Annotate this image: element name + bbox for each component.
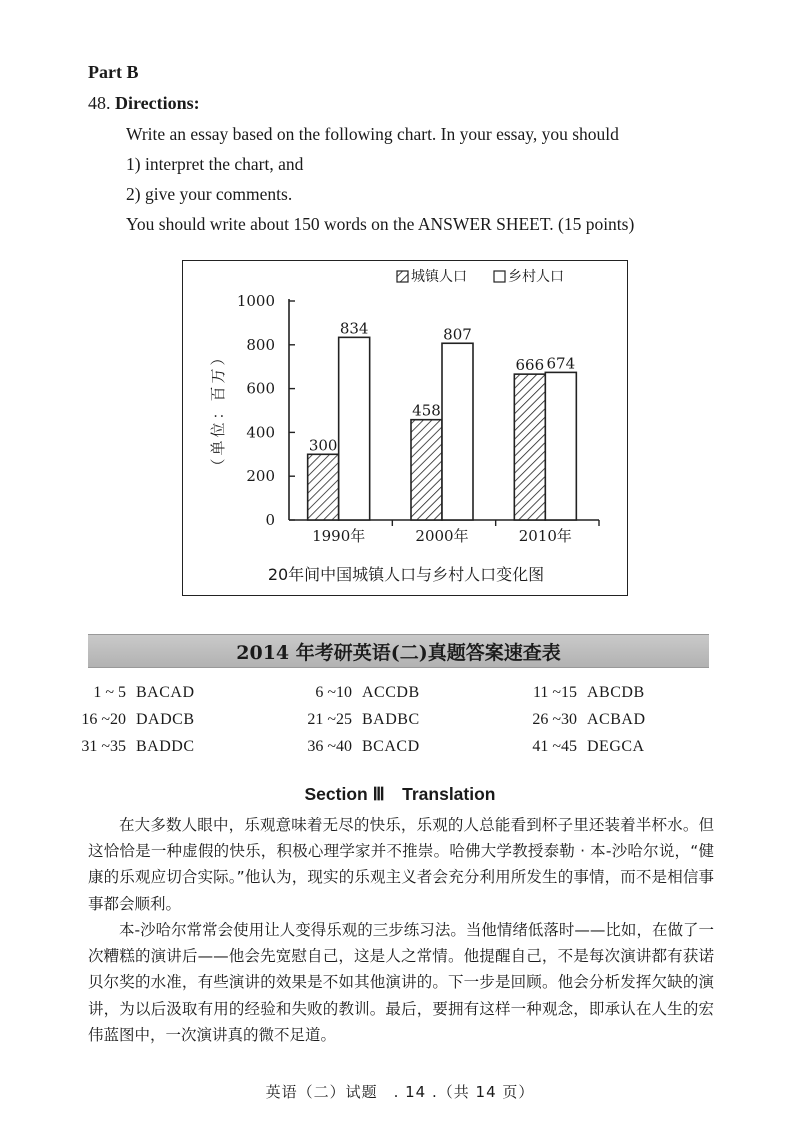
bar xyxy=(308,454,339,520)
answer-key: ABCDB xyxy=(587,684,645,701)
answer-range: 11 ~15 xyxy=(532,684,577,701)
answer-range: 41 ~45 xyxy=(532,738,577,755)
y-tick-label: 200 xyxy=(246,467,275,486)
legend-label: 乡村人口 xyxy=(508,269,564,285)
section-title: Section Ⅲ Translation xyxy=(304,784,496,804)
answer-cell xyxy=(70,738,195,756)
instruction-line: 2) give your comments. xyxy=(126,184,293,204)
answer-row xyxy=(90,684,730,711)
directions-label: Directions: xyxy=(115,93,200,113)
answer-table-title: 2014 年考研英语(二)真题答案速查表 xyxy=(88,634,709,668)
answer-range: 31 ~35 xyxy=(81,738,126,755)
answer-range: 6 ~10 xyxy=(315,684,352,701)
answer-cell xyxy=(521,684,645,702)
answer-range: 36 ~40 xyxy=(307,738,352,755)
bar xyxy=(339,337,370,520)
answer-cell xyxy=(70,684,195,702)
bar-value-label: 458 xyxy=(412,401,441,420)
instruction-line: Write an essay based on the following chart. In your essay, you should xyxy=(126,124,619,144)
answer-grid xyxy=(81,684,730,765)
answer-range: 26 ~30 xyxy=(532,711,577,728)
answer-key: ACBAD xyxy=(587,711,646,728)
answer-key: BADDC xyxy=(136,738,195,755)
answer-key: BCACD xyxy=(362,738,420,755)
x-tick-label: 1990年 xyxy=(312,527,366,545)
legend-label: 城镇人口 xyxy=(411,269,467,285)
answer-key: DEGCA xyxy=(587,738,645,755)
legend-swatch xyxy=(397,271,408,282)
answer-row xyxy=(81,738,730,765)
answer-cell xyxy=(521,711,646,729)
bar-value-label: 300 xyxy=(308,436,338,455)
instruction-line: You should write about 150 words on the ANSWER SHEET. (15 points) xyxy=(126,214,635,234)
answer-key: BADBC xyxy=(362,711,420,728)
page-footer: 英语（二）试题 . 14 .（共 14 页） xyxy=(265,1083,535,1101)
chart-title: 20年间中国城镇人口与乡村人口变化图 xyxy=(267,565,545,584)
bar-value-label: 666 xyxy=(515,356,545,375)
answer-cell xyxy=(296,738,420,756)
y-tick-label: 600 xyxy=(246,379,275,398)
bar xyxy=(411,420,442,520)
translation-paragraph: 本-沙哈尔常常会使用让人变得乐观的三步练习法。当他情绪低落时——比如，在做了一次糟糕的演讲后——他会先宽慰自己，这是人之常情。他提醒自己，不是每次演讲都有获诺贝尔奖的水准，有些演讲的效果是不如其他演讲的。下一步是回顾。他会分析发挥欠缺的演讲，为以后汲取有用的经验和失败的教训。最后，要拥有这样一种观念，即承认在人生的宏伟蓝图中，一次演讲真的微不足道。 xyxy=(88,921,714,1044)
answer-cell xyxy=(521,738,645,756)
legend-swatch xyxy=(494,271,505,282)
answer-cell xyxy=(296,711,420,729)
y-axis-label: （单位：百万） xyxy=(209,347,227,474)
bar-value-label: 807 xyxy=(443,325,472,344)
question-number: 48. xyxy=(88,93,111,113)
population-chart xyxy=(182,260,628,596)
instruction-line: 1) interpret the chart, and xyxy=(126,154,304,174)
translation-paragraph: 在大多数人眼中，乐观意味着无尽的快乐，乐观的人总能看到杯子里还装着半杯水。但这恰恰是一种虚假的快乐，积极心理学家并不推崇。哈佛大学教授泰勒 · 本-沙哈尔说，“健康的乐观应切合实际。”他认为，现实的乐观主义者会充分利用所发生的事情，而不是相信事事都会顺利。 xyxy=(88,816,714,913)
y-tick-label: 1000 xyxy=(236,292,275,310)
bar-value-label: 674 xyxy=(546,354,576,373)
answer-cell xyxy=(296,684,420,702)
answer-range: 16 ~20 xyxy=(81,711,126,728)
x-tick-label: 2010年 xyxy=(518,527,572,545)
bar xyxy=(545,372,576,520)
bar xyxy=(442,343,473,520)
answer-range: 21 ~25 xyxy=(307,711,352,728)
y-tick-label: 0 xyxy=(265,511,275,529)
bar-value-label: 834 xyxy=(339,319,369,338)
x-tick-label: 2000年 xyxy=(415,527,469,545)
answer-range: 1 ~ 5 xyxy=(93,684,126,701)
bar xyxy=(514,374,545,520)
y-tick-label: 800 xyxy=(246,335,275,354)
part-label: Part B xyxy=(88,62,139,82)
answer-cell xyxy=(70,711,195,729)
y-tick-label: 400 xyxy=(246,423,275,442)
answer-key: DADCB xyxy=(136,711,195,728)
directions-heading xyxy=(88,93,200,114)
answer-row xyxy=(81,711,730,738)
chart-canvas xyxy=(183,261,629,597)
answer-key: BACAD xyxy=(136,684,195,701)
answer-key: ACCDB xyxy=(362,684,420,701)
